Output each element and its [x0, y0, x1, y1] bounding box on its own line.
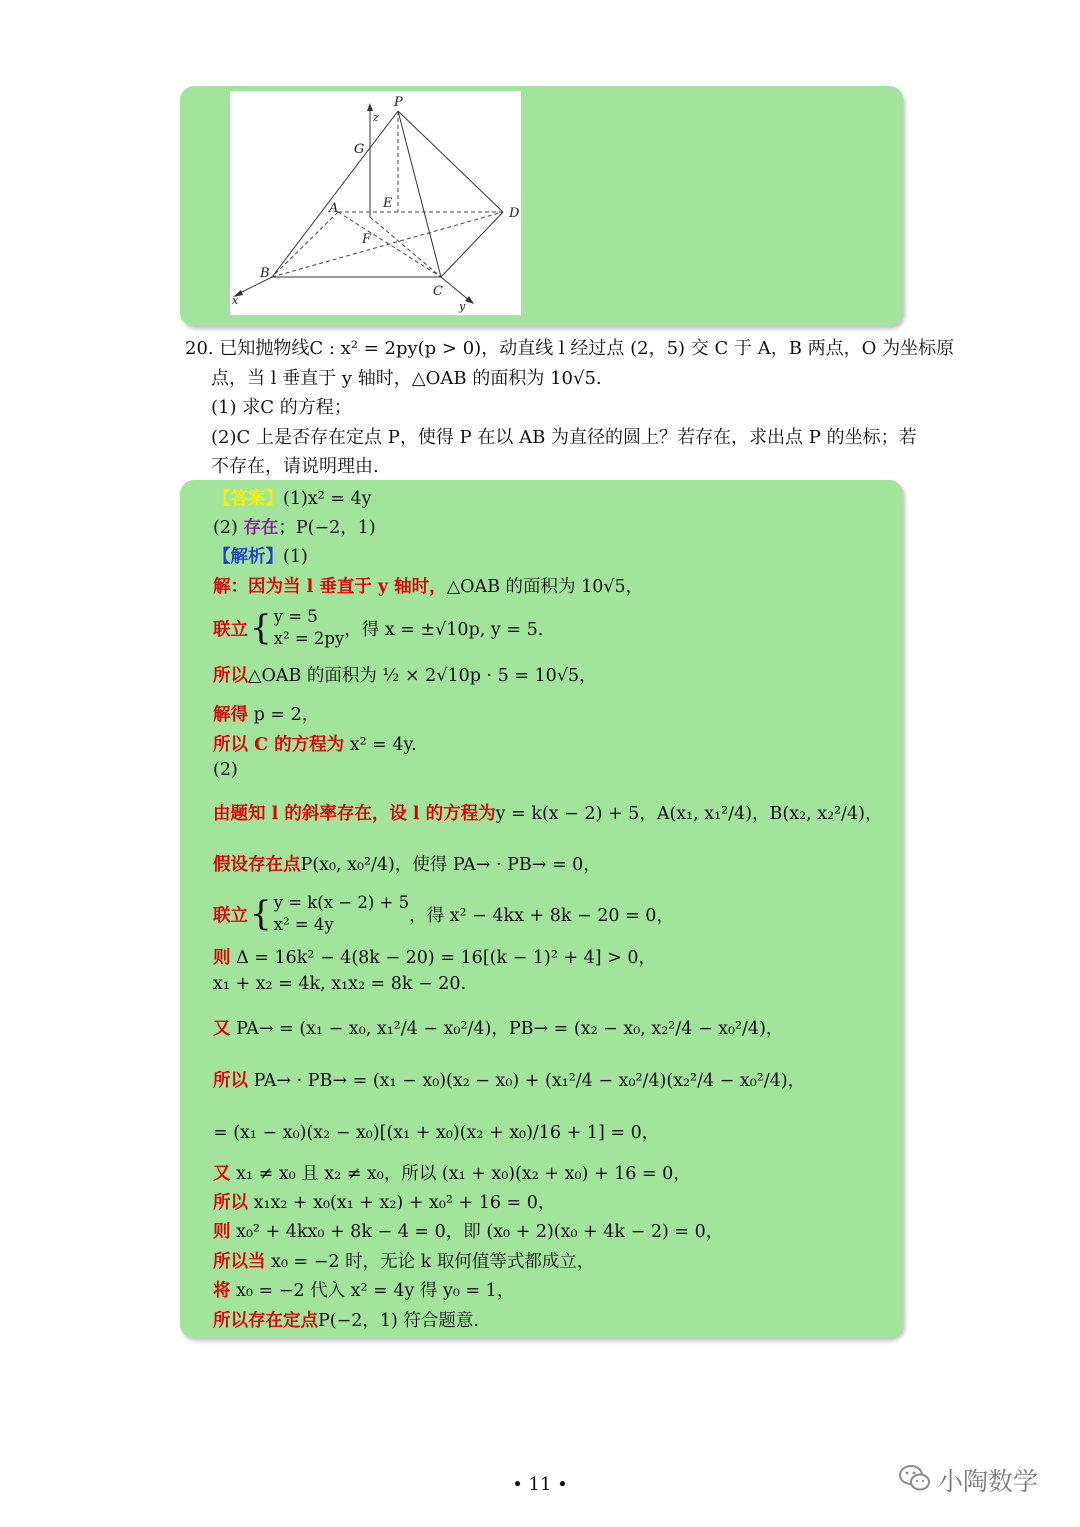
solution-text: 将	[213, 1281, 231, 1301]
solution-math: x² = 4y.	[349, 735, 417, 755]
solution-math: ，得 x = ±√10p, y = 5.	[344, 619, 544, 640]
label-y: y	[459, 300, 466, 313]
solution-math: PA→ · PB→ = (x₁ − x₀)(x₂ − x₀) + (x₁²/4 − x₀²/4)(x₂²/4 − x₀²/4)，	[253, 1071, 806, 1091]
solution-text: 又	[213, 1019, 231, 1039]
brace: {	[250, 894, 272, 934]
label-x: x	[232, 294, 239, 307]
problem-line: (1) 求C 的方程；	[211, 397, 352, 418]
answer-part2-word: 存在	[243, 518, 279, 538]
figure-panel	[180, 86, 903, 326]
wechat-icon	[898, 1463, 932, 1497]
solution-text: 联立	[213, 619, 248, 640]
solution-line	[213, 1307, 479, 1332]
solution-text: 解：因为当 l 垂直于 y 轴时，	[213, 577, 447, 597]
solution-text: 又	[213, 1164, 231, 1184]
solution-line	[213, 1189, 555, 1214]
solution-math: x₀² + 4kx₀ + 8k − 4 = 0，即 (x₀ + 2)(x₀ + 4k − 2) = 0，	[236, 1222, 724, 1242]
label-z: z	[373, 111, 379, 124]
label-A: A	[329, 201, 339, 216]
solution-line	[213, 1015, 783, 1040]
solution-math: P(−2，1) 符合题意.	[318, 1311, 479, 1331]
label-B: B	[260, 266, 270, 281]
watermark	[898, 1460, 1038, 1500]
label-P: P	[394, 95, 403, 110]
solution-math: △OAB 的面积为 ½ × 2√10p · 5 = 10√5，	[248, 666, 597, 686]
system-eq: y = 5	[273, 607, 318, 626]
solution-panel	[180, 480, 903, 1338]
solution-math: Δ = 16k² − 4(8k − 20) = 16[(k − 1)² + 4] > 0，	[236, 948, 657, 968]
problem-line: 不存在，请说明理由.	[211, 456, 379, 477]
problem-line: 点，当 l 垂直于 y 轴时，△OAB 的面积为 10√5.	[211, 367, 602, 389]
label-G: G	[354, 142, 365, 157]
solution-line	[213, 892, 674, 936]
solution-math: x₀ = −2 时，无论 k 取何值等式都成立，	[271, 1252, 595, 1272]
watermark-text: 小陶数学	[938, 1467, 1039, 1496]
solution-text: 则	[213, 948, 231, 968]
problem-statement	[185, 334, 955, 482]
system-eq: y = k(x − 2) + 5	[273, 893, 410, 912]
solution-line	[213, 1160, 691, 1185]
solution-line: x₁ + x₂ = 4k, x₁x₂ = 8k − 20.	[213, 974, 467, 994]
system-eq: x² = 4y	[273, 915, 334, 934]
solution-text: 则	[213, 1222, 231, 1242]
answer-part2-prefix: (2)	[213, 518, 244, 538]
solution-line	[213, 701, 319, 726]
solution-text: 所以存在定点	[213, 1311, 318, 1331]
solution-math: x₀ = −2 代入 x² = 4y 得 y₀ = 1，	[236, 1281, 515, 1301]
solution-text: 假设存在点	[213, 855, 301, 875]
system-eq: x² = 2py	[273, 629, 345, 648]
label-F: F	[362, 232, 372, 247]
solution-line	[213, 662, 597, 687]
solution-text: 所以	[213, 1071, 248, 1091]
solution-math: p = 2，	[253, 705, 320, 725]
analysis-tag: 【解析】	[213, 547, 283, 567]
label-E: E	[383, 196, 393, 211]
part-label: (2)	[213, 760, 238, 780]
solution-text: 所以	[213, 1193, 248, 1213]
answer-line	[213, 485, 371, 510]
solution-math: x₁ ≠ x₀ 且 x₂ ≠ x₀，所以 (x₁ + x₀)(x₂ + x₀) + 16 = 0，	[236, 1164, 691, 1184]
equation-system	[274, 606, 345, 650]
solution-line	[213, 573, 643, 598]
brace: {	[250, 608, 272, 648]
solution-text: 解得	[213, 705, 248, 725]
solution-line: = (x₁ − x₀)(x₂ − x₀)[(x₁ + x₀)(x₂ + x₀)/16 + 1] = 0，	[213, 1123, 660, 1143]
label-C: C	[433, 284, 443, 299]
page-number: • 11 •	[512, 1474, 568, 1495]
solution-math: x₁x₂ + x₀(x₁ + x₂) + x₀² + 16 = 0，	[253, 1193, 556, 1213]
equation-system	[274, 892, 409, 936]
solution-math: ，得 x² − 4kx + 8k − 20 = 0，	[409, 905, 674, 926]
problem-line: 20. 已知抛物线C : x² = 2py(p > 0)，动直线 l 经过点 (2，5) 交 C 于 A，B 两点，O 为坐标原	[185, 338, 955, 359]
answer-part2-rest: ；P(−2，1)	[278, 518, 376, 538]
solution-line	[213, 731, 417, 756]
solution-text: 联立	[213, 905, 248, 926]
part-label: (1)	[283, 547, 308, 567]
solution-line	[213, 800, 883, 825]
solution-line	[213, 944, 656, 969]
analysis-line	[213, 543, 308, 568]
pyramid-figure	[230, 91, 521, 315]
solution-math: P(x₀, x₀²/4)，使得 PA→ · PB→ = 0，	[300, 855, 601, 875]
problem-line: (2)C 上是否存在定点 P，使得 P 在以 AB 为直径的圆上？若存在，求出点 P 的坐标；若	[211, 426, 917, 448]
answer-line	[213, 514, 376, 539]
label-D: D	[509, 206, 520, 221]
solution-line	[213, 1218, 723, 1243]
solution-line	[213, 606, 543, 650]
solution-math: △OAB 的面积为 10√5，	[446, 577, 644, 597]
answer-part1: (1)x² = 4y	[283, 489, 372, 509]
solution-line	[213, 851, 601, 876]
solution-line	[213, 1277, 514, 1302]
answer-tag: 【答案】	[213, 489, 283, 509]
solution-text: 所以 C 的方程为	[213, 735, 345, 755]
solution-line	[213, 1248, 594, 1273]
solution-line	[213, 1067, 805, 1092]
solution-text: 所以	[213, 666, 248, 686]
solution-text: 所以当	[213, 1252, 266, 1272]
solution-math: PA→ = (x₁ − x₀, x₁²/4 − x₀²/4)，PB→ = (x₂ − x₀, x₂²/4 − x₀²/4)，	[236, 1019, 784, 1039]
solution-math: y = k(x − 2) + 5，A(x₁, x₁²/4)，B(x₂, x₂²/4)，	[495, 804, 883, 824]
solution-text: 由题知 l 的斜率存在，设 l 的方程为	[213, 804, 496, 824]
pyramid-diagram	[230, 91, 521, 315]
